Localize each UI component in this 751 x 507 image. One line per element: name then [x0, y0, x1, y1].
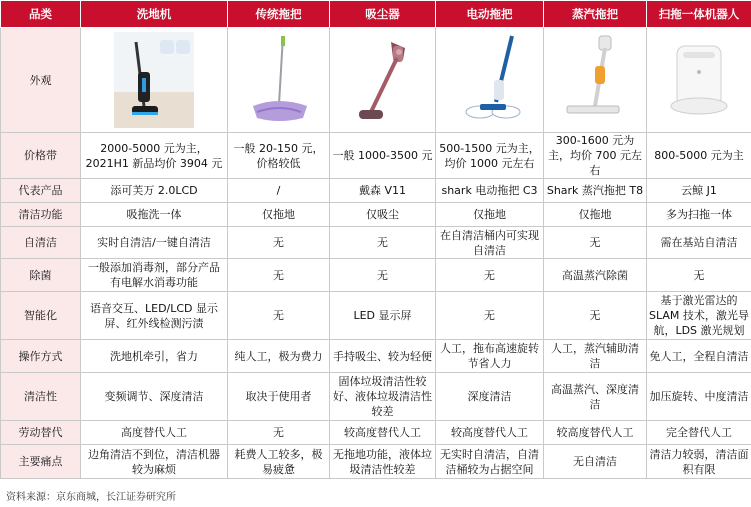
row-label-cleanliness: 清洁性: [1, 373, 81, 421]
header-steam-mop: 蒸汽拖把: [544, 1, 647, 28]
row-label-labor: 劳动替代: [1, 421, 81, 445]
electric-mop-photo: [450, 32, 530, 128]
appearance-row: [1, 28, 751, 133]
table-cell: Shark 蒸汽拖把 T8: [544, 179, 647, 203]
table-cell: 吸拖洗一体: [81, 203, 228, 227]
table-cell: 一般 20-150 元，价格较低: [228, 133, 330, 179]
table-row: [1, 421, 751, 445]
table-cell: 人工，拖布高速旋转节省人力: [436, 340, 544, 373]
row-label-price: 价格带: [1, 133, 81, 179]
header-robot: 扫拖一体机器人: [647, 1, 751, 28]
row-label-pain-points: 主要痛点: [1, 445, 81, 479]
table-row: [1, 259, 751, 292]
table-cell: 无: [228, 421, 330, 445]
electric-mop-image-cell: [436, 28, 544, 133]
steam-mop-image-cell: [544, 28, 647, 133]
table-cell: 高温蒸汽除菌: [544, 259, 647, 292]
table-cell: 较高度替代人工: [436, 421, 544, 445]
table-cell: 无: [544, 227, 647, 259]
table-cell: 无: [544, 292, 647, 340]
source-note: 资料来源：京东商城，长江证券研究所: [6, 492, 176, 503]
table-cell: 固体垃圾清洁性较好、液体垃圾清洁性较差: [330, 373, 436, 421]
table-cell: 清洁力较弱，清洁面积有限: [647, 445, 751, 479]
table-cell: 免人工，全程自清洁: [647, 340, 751, 373]
table-cell: 仅拖地: [544, 203, 647, 227]
table-cell: 人工，蒸汽辅助清洁: [544, 340, 647, 373]
table-cell: 需在基站自清洁: [647, 227, 751, 259]
table-cell: 加压旋转、中度清洁: [647, 373, 751, 421]
table-cell: 在自清洁桶内可实现自清洁: [436, 227, 544, 259]
row-label-function: 清洁功能: [1, 203, 81, 227]
table-row: [1, 445, 751, 479]
traditional-mop-photo: [243, 32, 315, 128]
table-cell: 深度清洁: [436, 373, 544, 421]
table-cell: 较高度替代人工: [330, 421, 436, 445]
table-cell: 基于激光雷达的 SLAM 技术，激光导航，LDS 激光规划: [647, 292, 751, 340]
table-cell: 取决于使用者: [228, 373, 330, 421]
table-row: [1, 340, 751, 373]
header-vacuum: 吸尘器: [330, 1, 436, 28]
table-cell: 仅拖地: [436, 203, 544, 227]
table-cell: 实时自清洁/一键自清洁: [81, 227, 228, 259]
table-cell: 无: [228, 259, 330, 292]
table-cell: 变频调节、深度清洁: [81, 373, 228, 421]
table-cell: 无自清洁: [544, 445, 647, 479]
table-cell: 边角清洁不到位，清洁机器较为麻烦: [81, 445, 228, 479]
row-label-product: 代表产品: [1, 179, 81, 203]
table-cell: 800-5000 元为主: [647, 133, 751, 179]
table-cell: 无: [330, 227, 436, 259]
table-cell: 300-1600 元为主，均价 700 元左右: [544, 133, 647, 179]
row-label-smart: 智能化: [1, 292, 81, 340]
table-cell: 多为扫拖一体: [647, 203, 751, 227]
header-electric-mop: 电动拖把: [436, 1, 544, 28]
table-cell: 无实时自清洁，自清洁桶较为占据空间: [436, 445, 544, 479]
table-cell: 添可芙万 2.0LCD: [81, 179, 228, 203]
table-row: [1, 203, 751, 227]
table-cell: 较高度替代人工: [544, 421, 647, 445]
table-cell: shark 电动拖把 C3: [436, 179, 544, 203]
table-cell: 2000-5000 元为主，2021H1 新品均价 3904 元: [81, 133, 228, 179]
table-row: [1, 227, 751, 259]
table-cell: 高温蒸汽、深度清洁: [544, 373, 647, 421]
table-row: [1, 292, 751, 340]
table-cell: 手持吸尘、较为轻便: [330, 340, 436, 373]
floor-scrubber-photo: [114, 32, 194, 128]
table-cell: 无: [330, 259, 436, 292]
table-cell: /: [228, 179, 330, 203]
table-cell: 仅拖地: [228, 203, 330, 227]
table-cell: 一般 1000-3500 元: [330, 133, 436, 179]
table-cell: 仅吸尘: [330, 203, 436, 227]
table-cell: 耗费人工较多，极易疲惫: [228, 445, 330, 479]
table-cell: 无: [228, 227, 330, 259]
table-cell: 完全替代人工: [647, 421, 751, 445]
table-cell: 无: [647, 259, 751, 292]
header-floor-scrubber: 洗地机: [81, 1, 228, 28]
header-category: 品类: [1, 1, 81, 28]
row-label-operation: 操作方式: [1, 340, 81, 373]
table-cell: 无拖地功能，液体垃圾清洁性较差: [330, 445, 436, 479]
table-cell: 无: [436, 259, 544, 292]
row-label-self-clean: 自清洁: [1, 227, 81, 259]
table-cell: 无: [436, 292, 544, 340]
table-cell: 语音交互、LED/LCD 显示屏、红外线检测污渍: [81, 292, 228, 340]
table-cell: 云鲸 J1: [647, 179, 751, 203]
table-cell: 高度替代人工: [81, 421, 228, 445]
robot-image-cell: [647, 28, 751, 133]
table-cell: 无: [228, 292, 330, 340]
table-cell: 纯人工，极为费力: [228, 340, 330, 373]
table-cell: 洗地机牵引，省力: [81, 340, 228, 373]
header-row: [1, 1, 751, 28]
robot-mop-photo: [659, 32, 739, 128]
table-cell: LED 显示屏: [330, 292, 436, 340]
steam-mop-photo: [555, 32, 635, 128]
row-label-sterilize: 除菌: [1, 259, 81, 292]
table-row: [1, 373, 751, 421]
row-label-appearance: 外观: [1, 28, 81, 133]
header-traditional-mop: 传统拖把: [228, 1, 330, 28]
vacuum-cleaner-photo: [347, 32, 419, 128]
floor-scrubber-image-cell: [81, 28, 228, 133]
vacuum-image-cell: [330, 28, 436, 133]
table-row: [1, 133, 751, 179]
traditional-mop-image-cell: [228, 28, 330, 133]
table-cell: 500-1500 元为主，均价 1000 元左右: [436, 133, 544, 179]
table-cell: 一般添加消毒剂，部分产品有电解水消毒功能: [81, 259, 228, 292]
table-cell: 戴森 V11: [330, 179, 436, 203]
table-row: [1, 179, 751, 203]
